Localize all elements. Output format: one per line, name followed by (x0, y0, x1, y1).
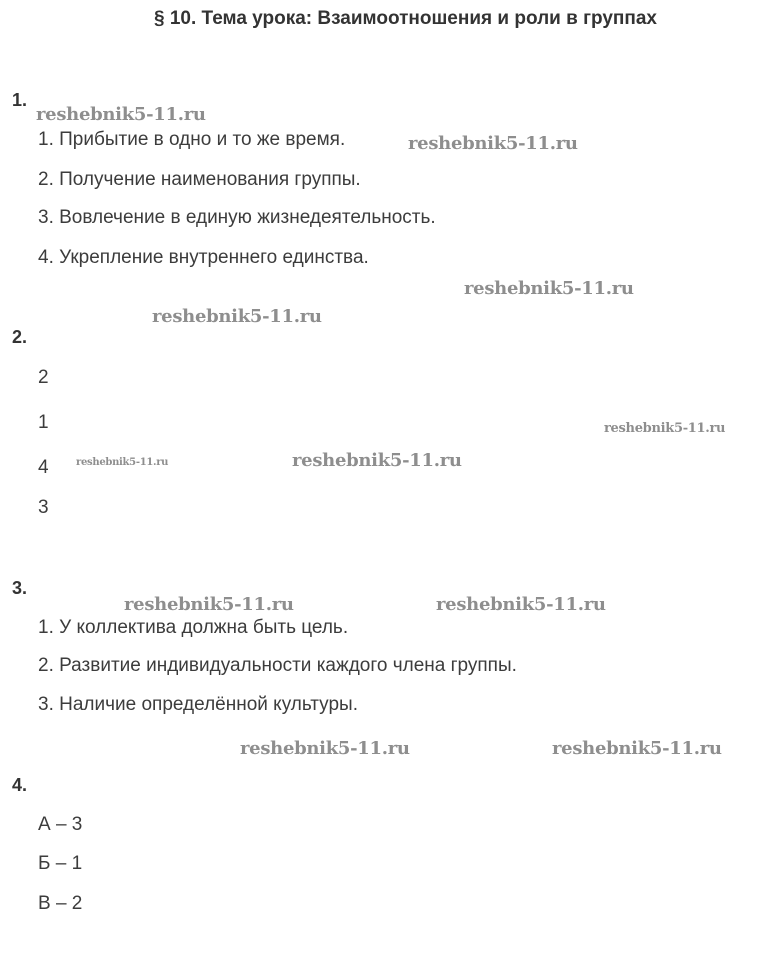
task-3-line-2: 2. Развитие индивидуальности каждого члена группы. (38, 655, 517, 676)
task-4-number: 4. (12, 775, 28, 795)
task-1-line-2: 2. Получение наименования группы. (38, 169, 361, 190)
task-3-line-3: 3. Наличие определённой культуры. (38, 694, 358, 715)
task-1-line-4: 4. Укрепление внутреннего единства. (38, 247, 369, 268)
task-2-line-3: 4 (38, 457, 49, 478)
task-2-line-4: 3 (38, 497, 49, 518)
watermark: reshebnik5-11.ru (240, 738, 410, 759)
task-3-line-1: 1. У коллектива должна быть цель. (38, 617, 349, 638)
watermark: reshebnik5-11.ru (36, 104, 206, 125)
task-2-number: 2. (12, 327, 28, 347)
task-4-line-2: Б – 1 (38, 853, 83, 874)
watermark: reshebnik5-11.ru (464, 278, 634, 299)
task-2-line-1: 2 (38, 367, 49, 388)
page-title: § 10. Тема урока: Взаимоотношения и роли в группах (154, 8, 657, 29)
task-3-number: 3. (12, 578, 28, 598)
watermark: reshebnik5-11.ru (76, 457, 169, 468)
watermark: reshebnik5-11.ru (604, 421, 726, 436)
task-1-line-3: 3. Вовлечение в единую жизнедеятельность. (38, 207, 436, 228)
task-1-number: 1. (12, 90, 28, 110)
watermark: reshebnik5-11.ru (292, 450, 462, 471)
watermark: reshebnik5-11.ru (436, 594, 606, 615)
watermark: reshebnik5-11.ru (124, 594, 294, 615)
task-4-line-3: В – 2 (38, 893, 83, 914)
task-1-line-1: 1. Прибытие в одно и то же время. (38, 129, 346, 150)
task-4-line-1: А – 3 (38, 814, 83, 835)
watermark: reshebnik5-11.ru (152, 306, 322, 327)
watermark: reshebnik5-11.ru (552, 738, 722, 759)
watermark: reshebnik5-11.ru (408, 133, 578, 154)
task-2-line-2: 1 (38, 412, 49, 433)
